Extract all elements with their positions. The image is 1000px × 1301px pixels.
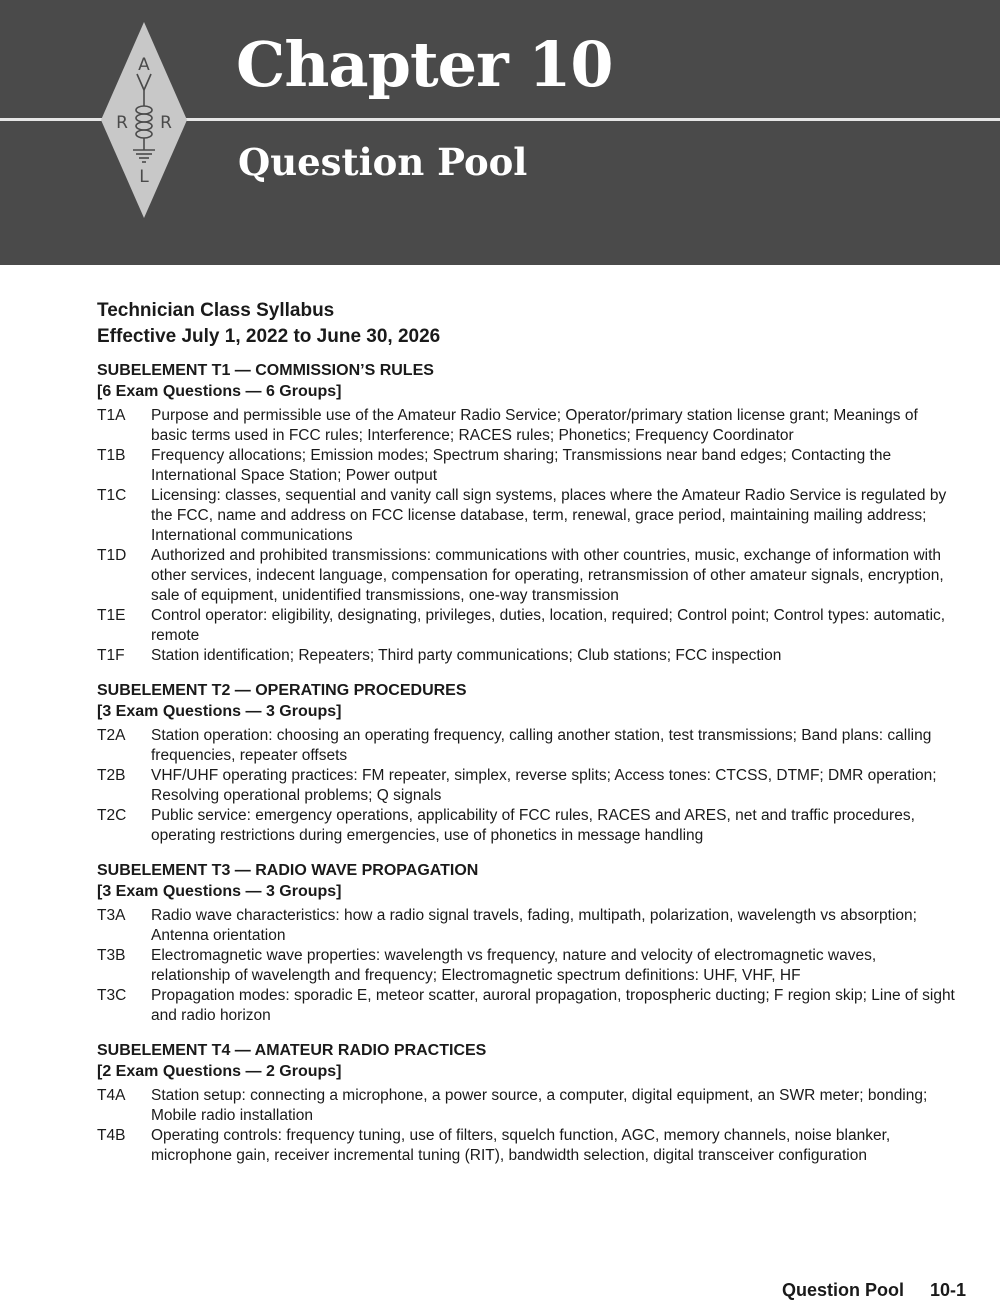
topic-item [97,1086,957,1126]
topic-code: T1E [97,607,126,624]
topic-item [97,726,957,766]
topic-text: Station operation: choosing an operating frequency, calling another station, test transmissions; Band plans: calling frequencies, repeater offsets [151,727,932,764]
topic-text: Licensing: classes, sequential and vanity call sign systems, places where the Amateur Radio Service is regulated by the FCC, name and address on FCC license database, term, renewal, grace period, maintaining mailing address; International communications [151,487,947,544]
topic-code: T1A [97,407,126,424]
topic-item [97,606,957,646]
topic-code: T1C [97,487,127,504]
topic-code: T2A [97,727,126,744]
topic-code: T4B [97,1127,126,1144]
topic-item [97,946,957,986]
topic-code: T3C [97,987,127,1004]
topic-text: Propagation modes: sporadic E, meteor scatter, auroral propagation, tropospheric ducting; F region skip; Line of sight and radio horizon [151,987,955,1024]
topic-item [97,486,957,546]
topic-text: Frequency allocations; Emission modes; Spectrum sharing; Transmissions near band edges; Contacting the International Space Station; Power output [151,447,892,484]
page-number: 10-1 [929,1280,966,1300]
subelement-t3 [97,860,957,1026]
subelement-question-count: [2 Exam Questions — 2 Groups] [97,1063,342,1080]
topic-item [97,546,957,606]
topic-item [97,406,957,446]
logo-letter-l: L [139,167,149,187]
topic-text: Purpose and permissible use of the Amateur Radio Service; Operator/primary station license grant; Meanings of basic terms used in FCC rules; Interference; RACES rules; Phonetics; Frequency Coordinator [151,407,918,444]
chapter-banner [0,0,1000,265]
topic-text: Station identification; Repeaters; Third party communications; Club stations; FCC inspection [151,647,782,664]
subelement-question-count: [6 Exam Questions — 6 Groups] [97,383,342,400]
topic-text: Electromagnetic wave properties: wavelength vs frequency, nature and velocity of electromagnetic waves, relationship of wavelength and frequency; Electromagnetic spectrum definitions: UHF, VHF, HF [151,947,877,984]
footer-section-label: Question Pool [781,1280,904,1300]
topic-item [97,646,957,666]
topic-code: T2C [97,807,127,824]
subelement-heading: SUBELEMENT T1 — COMMISSION’S RULES [97,362,434,379]
syllabus-effective-date: Effective July 1, 2022 to June 30, 2026 [97,326,441,347]
topic-item [97,766,957,806]
subelement-heading: SUBELEMENT T2 — OPERATING PROCEDURES [97,682,467,699]
syllabus-content [97,298,957,1180]
topic-text: Operating controls: frequency tuning, use of filters, squelch function, AGC, memory channels, noise blanker, microphone gain, receiver incremental tuning (RIT), bandwidth selection, digital transceiver configuration [151,1127,891,1164]
topic-text: Authorized and prohibited transmissions: communications with other countries, music, exchange of information with other services, indecent language, compensation for operating, retransmission of other amateur signals, encryption, sale of equipment, unidentified transmissions, one-way transmission [151,547,944,604]
subelement-question-count: [3 Exam Questions — 3 Groups] [97,703,342,720]
topic-item [97,986,957,1026]
syllabus-title: Technician Class Syllabus [97,300,335,321]
topic-text: Radio wave characteristics: how a radio signal travels, fading, multipath, polarization, wavelength vs absorption; Antenna orientation [151,907,917,944]
subelement-t1 [97,360,957,666]
topic-item [97,906,957,946]
arrl-diamond-logo-icon [101,22,187,218]
chapter-title: Chapter 10 [236,28,613,101]
topic-text: Control operator: eligibility, designating, privileges, duties, location, required; Control point; Control types: automatic, remote [151,607,946,644]
chapter-subtitle: Question Pool [238,140,528,184]
topic-code: T1D [97,547,127,564]
logo-letter-a: A [138,55,150,75]
topic-code: T1F [97,647,125,664]
topic-code: T1B [97,447,126,464]
subelement-heading: SUBELEMENT T4 — AMATEUR RADIO PRACTICES [97,1042,487,1059]
logo-letter-r-left: R [116,113,128,133]
topic-item [97,1126,957,1166]
subelement-t4 [97,1040,957,1166]
topic-item [97,446,957,486]
logo-letter-r-right: R [160,113,172,133]
topic-item [97,806,957,846]
page-footer [782,1280,966,1301]
topic-text: Station setup: connecting a microphone, a power source, a computer, digital equipment, an SWR meter; bonding; Mobile radio installation [151,1087,928,1124]
subelement-t2 [97,680,957,846]
topic-code: T4A [97,1087,126,1104]
topic-code: T2B [97,767,126,784]
topic-text: VHF/UHF operating practices: FM repeater, simplex, reverse splits; Access tones: CTCSS, DTMF; DMR operation; Resolving operational problems; Q signals [151,767,937,804]
topic-text: Public service: emergency operations, applicability of FCC rules, RACES and ARES, net and traffic procedures, operating restrictions during emergencies, use of phonetics in message handling [151,807,915,844]
topic-code: T3A [97,907,126,924]
topic-code: T3B [97,947,126,964]
subelement-heading: SUBELEMENT T3 — RADIO WAVE PROPAGATION [97,862,479,879]
subelement-question-count: [3 Exam Questions — 3 Groups] [97,883,342,900]
